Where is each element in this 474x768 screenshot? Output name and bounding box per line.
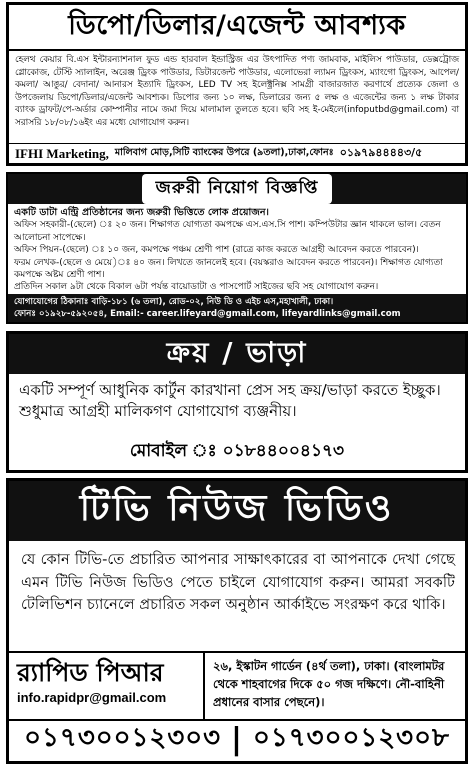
ad3-body-text-2: শুধুমাত্র আগ্রহী মালিকগণ যোগাযোগ ব্যঞ্জনীয়। [19, 402, 297, 420]
ad4-phone-1: ০১৭৩০০১২৩০৩ [24, 723, 222, 753]
ad1-phone: ০১৯৭৯৪৪৪৪৩/৫ [339, 146, 423, 159]
ad4-company-block [9, 653, 205, 719]
ad2-line-office-assistant: অফিস সহকারী-(ছেলে) ঃ ২০ জন। শিক্ষাগত যোগ্যতা কমপক্ষে এস.এস.সি পাশ। কম্পিউটার জ্ঞান থাকলে ভাল। বেতন আলোচনা সাপেক্ষে। [14, 220, 441, 243]
ad1-brand: IFHI Marketing, [15, 145, 109, 161]
ad4-phone-2: ০১৭৩০০১২৩০৮ [253, 723, 450, 753]
ad1-title: ডিপো/ডিলার/এজেন্ট আবশ্যক [9, 5, 465, 51]
ad2-contact: যোগাযোগের ঠিকানাঃ বাড়ি-১৮১ (৬ তলা), রোড-০২, নিউ ডি ও এইচ এস,মহাখালী, ঢাকা। [14, 297, 334, 307]
ad1-address: মালিবাগ মোড়,সিটি ব্যাংকের উপরে (৯তলা),ঢাকা,ফোনঃ [114, 147, 334, 158]
ad2-body [8, 204, 466, 294]
ad4-info [9, 651, 465, 721]
ad2-line-office-peon: অফিস পিয়ন-(ছেলে) ঃ ১০ জন, কমপক্ষে পঞ্চম শ্রেণী পাশ (রাত্রে কাজ করতে আগ্রহী আবেদন করতে পারবেন)। [14, 245, 419, 256]
ad4-company: র‍্যাপিড পিআর [17, 658, 164, 687]
ad3-body [9, 374, 465, 422]
ad2-lead: একটি ডাটা এন্ট্রি প্রতিষ্ঠানের জন্য জরুরী ভিত্তিতে লোক প্রয়োজন। [14, 207, 269, 218]
ad-recruitment [6, 172, 468, 324]
ad-buy-rent [6, 331, 468, 473]
ad3-title: ক্রয় / ভাড়া [166, 335, 308, 369]
ad3-header [9, 334, 465, 374]
ad3-body-text: একটি সম্পূর্ণ আধুনিক কার্টুন কারখানা প্রেস সহ ক্রয়/ভাড়া করতে ইচ্ছুক। [19, 381, 441, 399]
ad4-header [9, 481, 465, 541]
ad4-phone-separator: | [231, 721, 243, 757]
ad1-body: হেলথ কেয়ার বি.এস ইন্টারন্যাশনাল ফুড এন্ড হারবাল ইন্ডাস্ট্রিজ এর উৎপাদিত পণ্য জামবাক, মাইলিস পাউডার, ডেক্সট্রোজ গ্লোকোজ, টেস্টি স্যালাইন, অরেঞ্জ ড্রিংক পাউডার, ডিটারজেন্ট পাউডার, এলোভেরা ল্যামন ড্রিংকস, ম্যাংগো ড্রিংকস, আপেল/ কমলা/ আঙুর/ বেদানা/ আনারস ইত্যাদি ড্রিংকস, LED TV সহ ইলেক্ট্রনিক্স সামগ্রী বাজারজাত করণার্থে প্রত্যেক জেলা ও উপজেলায় ডিপো/ডিলার/এজেন্ট আবশ্যক। ডিপোর জন্য ১০ লক্ষ, ডিলারের জন্য ৫ লক্ষ ও এজেন্টের জন্য ১ লক্ষ টাকার ব্যাংক ড্রাফট/পে-অর্ডার কোম্পানীর নামে জমা দিয়ে মালামাল তুলতে হবে। ছবি সহ ই-মেইলে(infoputbd@gmail.com) বা সরাসরি ১৮/০৮/১৬ইং এর মধ্যে যোগাযোগ করুন। [15, 55, 459, 128]
ad4-address: ২৬, ইস্কাটন গার্ডেন (৪র্থ তলা), ঢাকা। (বাংলামটর থেকে শাহবাগের দিকে ৫০ গজ দক্ষিণে। নৌ-বাহিনী প্রধানের বাসার পেছনে)। [213, 659, 445, 709]
ad3-mobile: মোবাইল ঃ ০১৮৪৪০০৪১৭৩ [129, 441, 345, 461]
ad2-line-hours: প্রতিদিন সকাল ৯টা থেকে বিকাল ৬টা পর্যন্ত বায়োডাটা ও পাসপোর্ট সাইজের ছবি সহ যোগাযোগ করুন। [14, 282, 379, 293]
ad2-line-form-writer: ফরম লেখক-(ছেলে ও মেয়ে)ঃ ৪০ জন। লিখতে জানলেই হবে। (বয়স্করাও আবেদন করতে পারবেন)। শিক্ষাগত যোগ্যতা কমপক্ষে অষ্টম শ্রেণী পাশ। [14, 257, 443, 281]
ad-depot-dealer [6, 2, 468, 166]
ad2-footer [8, 294, 466, 322]
ad4-email: info.rapidpr@gmail.com [17, 690, 167, 705]
ad-tv-news-video [6, 478, 468, 764]
ad2-phone-line: ফোনঃ ০১৯২৮-৫৯২০৫৪, Email:- career.lifeyard@gmail.com, lifeyardlinks@gmail.com [14, 309, 401, 319]
ad2-title: জরুরী নিয়োগ বিজ্ঞপ্তি [142, 174, 333, 204]
ad4-body: যে কোন টিভি-তে প্রচারিত আপনার সাক্ষাৎকারের বা আপনাকে দেখা গেছে এমন টিভি নিউজ ভিডিও পেতে চাইলে যোগাযোগ করুন। আমরা সবকটি টেলিভিশন চ্যানেলে প্রচারিত সকল অনুষ্ঠান আর্কাইভে সংরক্ষণ করে থাকি। [21, 551, 455, 613]
ad4-phones [9, 717, 465, 761]
ad1-footer [9, 143, 465, 163]
ad4-title: টিভি নিউজ ভিডিও [79, 488, 395, 529]
ad2-header [8, 174, 466, 204]
